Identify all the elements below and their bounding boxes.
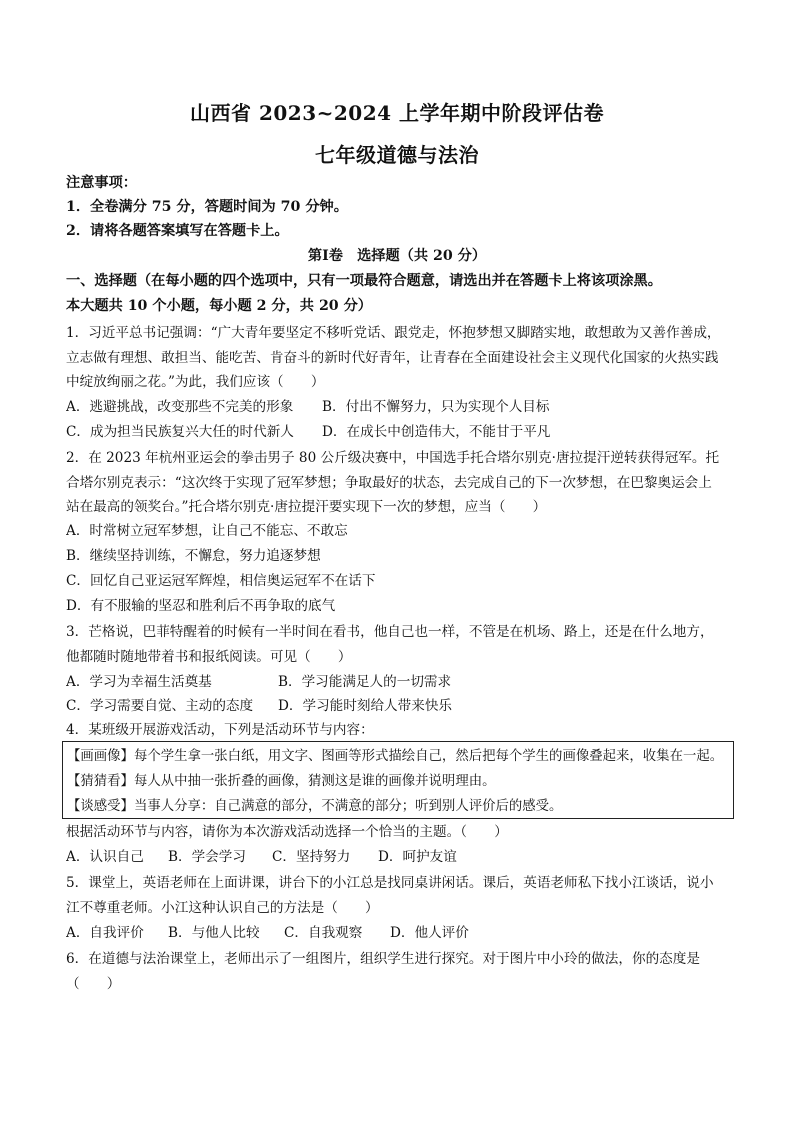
option: A．逃避挑战，改变那些不完美的形象 [66,399,294,415]
option: D．有不服输的坚忍和胜利后不再争取的底气 [66,598,336,614]
option: D．在成长中创造伟大，不能甘于平凡 [322,424,551,440]
activity-item: 【谈感受】当事人分享：自己满意的部分，不满意的部分；听到别人评价后的感受。 [67,799,563,814]
options-row [66,423,746,441]
option: B．学会学习 [168,849,246,865]
section-heading: 一、选择题（在每小题的四个选项中，只有一项最符合题意，请选出并在答题卡上将该项涂黑。 [66,273,662,289]
notice-heading: 注意事项： [66,175,137,191]
option: B．学习能满足人的一切需求 [278,674,452,690]
options-row [66,673,746,691]
exam-title: 山西省 2023~2024 上学年期中阶段评估卷 [189,101,604,125]
question-stem: 3．芒格说，巴菲特醒着的时候有一半时间在看书，他自己也一样，不管是在机场、路上，还是在什么地方， [66,624,714,640]
option: B．与他人比较 [168,925,260,941]
options-row [66,398,746,416]
option: A．时常树立冠军梦想，让自己不能忘、不敢忘 [66,523,348,539]
option: C．自我观察 [284,925,363,941]
question-stem: 他都随时随地带着书和报纸阅读。可见（ ） [66,649,352,665]
question-stem: 根据活动环节与内容，请你为本次游戏活动选择一个恰当的主题。（ ） [66,824,508,840]
question-stem: 江不尊重老师。小江这种认识自己的方法是（ ） [66,900,379,916]
options-row [66,697,746,715]
exam-subtitle: 七年级道德与法治 [315,143,479,167]
question-stem: （ ） [66,976,121,992]
option: D．学习能时刻给人带来快乐 [278,698,453,714]
option: C．坚持努力 [272,849,351,865]
question-stem: 合塔尔别克表示：“这次终于实现了冠军梦想；争取最好的状态，去完成自己的下一次梦想，在巴黎奥运会上 [66,475,712,491]
question-stem: 站在最高的领奖台。”托合塔尔别克·唐拉提汗要实现下一次的梦想，应当（ ） [66,499,547,515]
options-row [66,848,746,866]
activity-item: 【画画像】每个学生拿一张白纸，用文字、图画等形式描绘自己，然后把每个学生的画像叠起来，收集在一起。 [67,749,724,764]
question-stem: 1．习近平总书记强调：“广大青年要坚定不移听党话、跟党走，怀抱梦想又脚踏实地，敢想敢为又善作善成， [66,325,721,341]
option: C．回忆自己亚运冠军辉煌，相信奥运冠军不在话下 [66,573,376,589]
question-stem: 6．在道德与法治课堂上，老师出示了一组图片，组织学生进行探究。对于图片中小玲的做法，你的态度是 [66,951,700,967]
option: A．自我评价 [66,925,144,941]
section-heading: 本大题共 10 个小题，每小题 2 分，共 20 分） [66,298,372,314]
question-stem: 5．课堂上，英语老师在上面讲课，讲台下的小江总是找同桌讲闲话。课后，英语老师私下找小江谈话，说小 [66,875,714,891]
question-stem: 立志做有理想、敢担当、能吃苦、肯奋斗的新时代好青年，让青春在全面建设社会主义现代化国家的火热实践 [66,350,719,366]
option: C．学习需要自觉、主动的态度 [66,698,254,714]
option: A．认识自己 [66,849,144,865]
notice-item: 2．请将各题答案填写在答题卡上。 [66,223,289,239]
option: B．付出不懈努力，只为实现个人目标 [322,399,550,415]
part-title: 第Ⅰ卷 选择题（共 20 分） [307,248,487,264]
option: D．呵护友谊 [378,849,457,865]
option: C．成为担当民族复兴大任的时代新人 [66,424,294,440]
question-stem: 中绽放绚丽之花。”为此，我们应该（ ） [66,374,325,390]
option: D．他人评价 [390,925,469,941]
notice-item: 1．全卷满分 75 分，答题时间为 70 分钟。 [66,199,348,215]
question-stem: 4．某班级开展游戏活动，下列是活动环节与内容： [66,722,374,738]
option: B．继续坚持训练，不懈怠，努力追逐梦想 [66,548,321,564]
option: A．学习为幸福生活奠基 [66,674,212,690]
activity-box [62,741,734,819]
activity-item: 【猜猜看】每人从中抽一张折叠的画像，猜测这是谁的画像并说明理由。 [67,774,496,789]
question-stem: 2．在 2023 年杭州亚运会的拳击男子 80 公斤级决赛中，中国选手托合塔尔别克·唐拉提汗逆转获得冠军。托 [66,450,720,466]
options-row [66,924,746,942]
